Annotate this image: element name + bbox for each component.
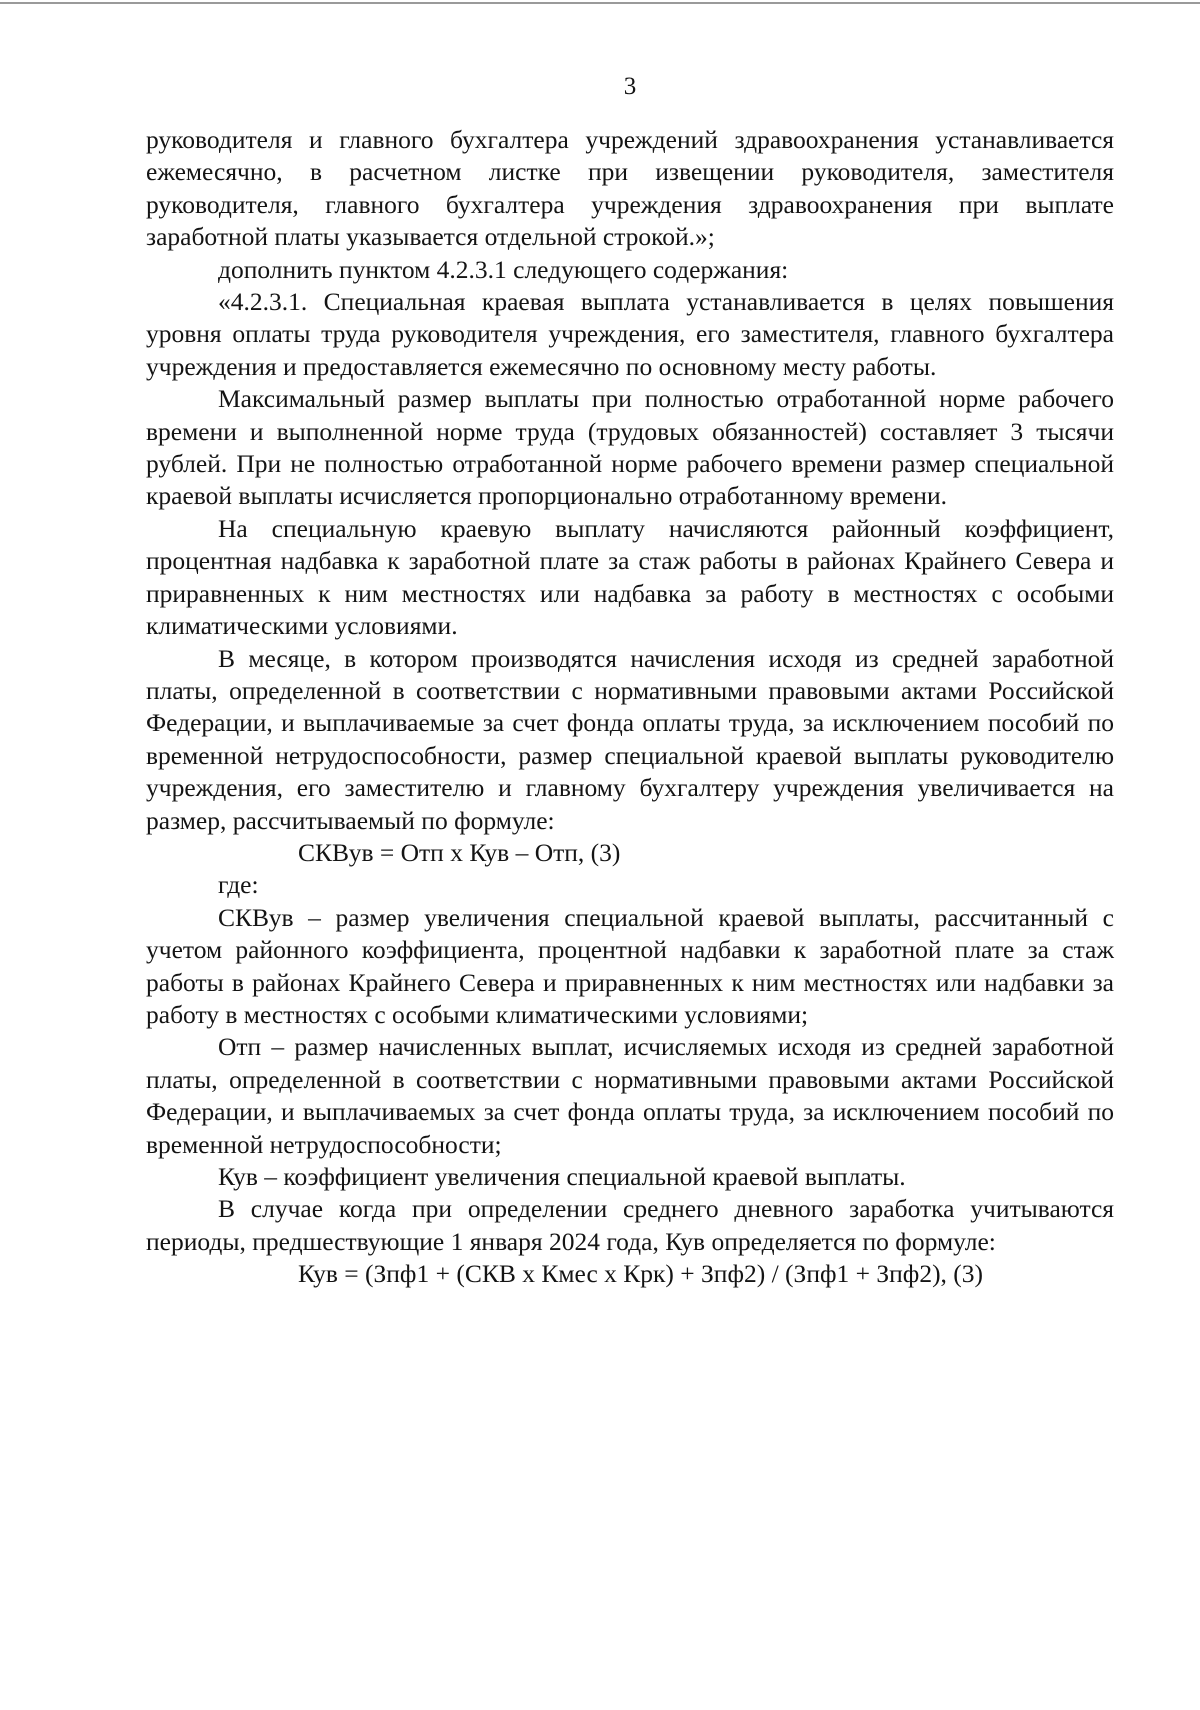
definition-otp: Отп – размер начисленных выплат, исчисляемых исходя из средней заработной платы, определенной в соответствии с нормативными правовыми актами Российской Федерации, и выплачиваемых за счет фонда оплаты труда, за исключением пособий по временной нетрудоспособности; [146,1032,1114,1159]
paragraph-continuation: руководителя и главного бухгалтера учреждений здравоохранения устанавливается ежемесячно, в расчетном листке при извещении руководителя, заместителя руководителя, главного бухгалтера учреждения здравоохранения при выплате заработной платы указывается отдельной строкой.»; [146,125,1114,252]
scan-edge-line [0,2,1200,4]
document-body [146,124,1114,1291]
paragraph-increase-rule: В месяце, в котором производятся начисления исходя из средней заработной платы, определенной в соответствии с нормативными правовыми актами Российской Федерации, и выплачиваемые за счет фонда оплаты труда, за исключением пособий по временной нетрудоспособности, размер специальной краевой выплаты руководителю учреждения, его заместителю и главному бухгалтеру учреждения увеличивается на размер, рассчитываемый по формуле: [146,643,1114,835]
paragraph-regional-coefficient: На специальную краевую выплату начисляются районный коэффициент, процентная надбавка к заработной плате за стаж работы в районах Крайнего Севера и приравненных к ним местностях или надбавка за работу в местностях с особыми климатическими условиями. [146,513,1114,641]
paragraph-amendment-intro: дополнить пунктом 4.2.3.1 следующего содержания: [218,254,789,284]
paragraph-where: где: [218,870,259,900]
formula-kuv: Кув = (Зпф1 + (СКВ х Кмес х Крк) + Зпф2) / (Зпф1 + Зпф2), (3) [298,1259,984,1289]
definition-skvuv: СКВув – размер увеличения специальной краевой выплаты, рассчитанный с учетом районного коэффициента, процентной надбавки к заработной плате за стаж работы в районах Крайнего Севера и приравненных к ним местностях или надбавки за работу в местностях с особыми климатическими условиями; [146,902,1114,1029]
paragraph-4-2-3-1: «4.2.3.1. Специальная краевая выплата устанавливается в целях повышения уровня оплаты труда руководителя учреждения, его заместителя, главного бухгалтера учреждения и предоставляется ежемесячно по основному месту работы. [146,287,1114,381]
page-number: 3 [623,73,637,100]
paragraph-max-amount: Максимальный размер выплаты при полностью отработанной норме рабочего времени и выполненной норме труда (трудовых обязанностей) составляет 3 тысячи рублей. При не полностью отработанной норме рабочего времени размер специальной краевой выплаты исчисляется пропорционально отработанному времени. [146,384,1114,511]
formula-skv-increase: СКВув = Отп х Кув – Отп, (3) [298,837,621,867]
definition-kuv: Кув – коэффициент увеличения специальной краевой выплаты. [218,1162,906,1191]
paragraph-kuv-case: В случае когда при определении среднего дневного заработка учитываются периоды, предшествующие 1 января 2024 года, Кув определяется по формуле: [146,1194,1114,1256]
